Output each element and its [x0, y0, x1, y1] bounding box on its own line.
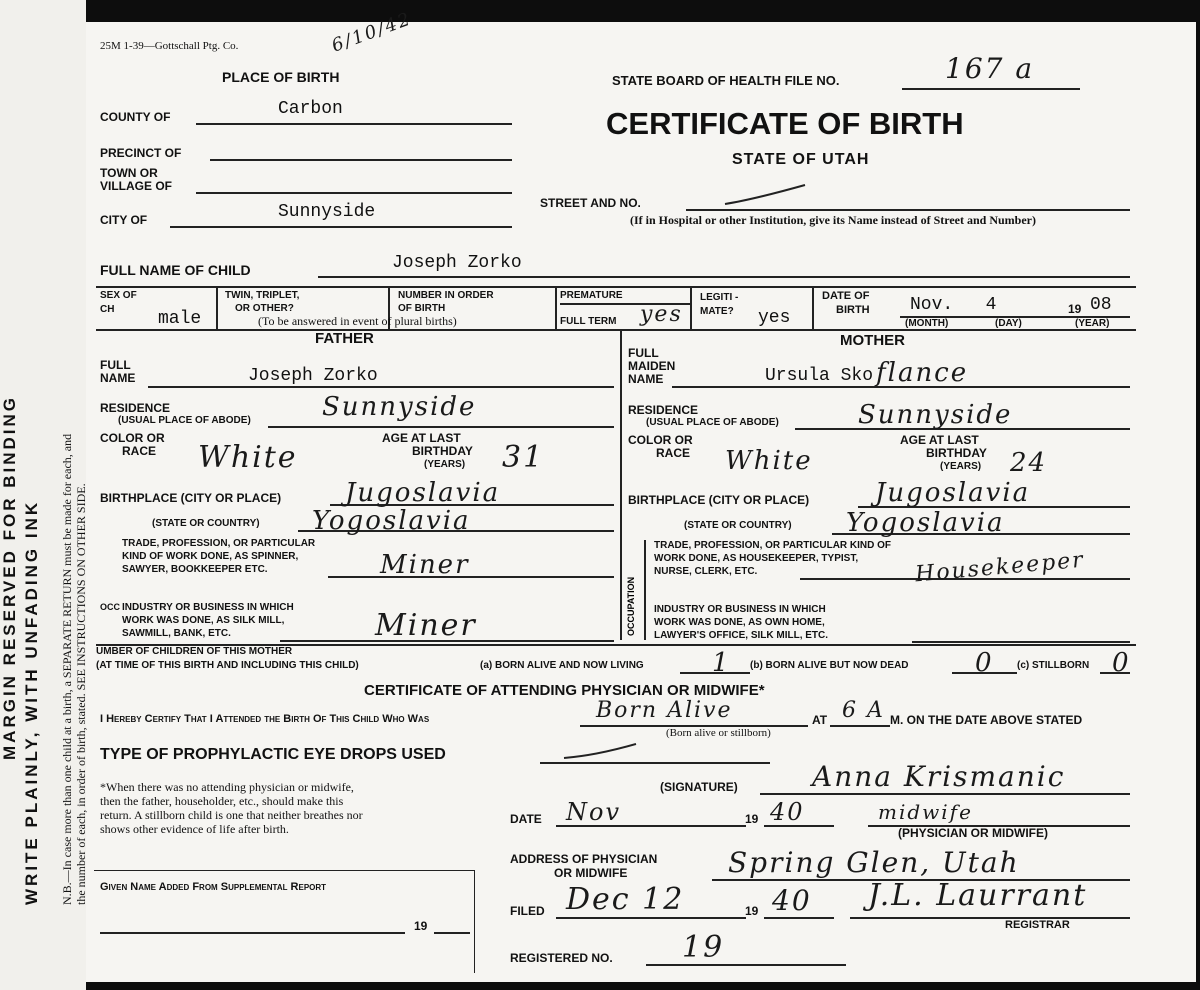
- mother-industry-label-3: LAWYER'S OFFICE, SILK MILL, ETC.: [654, 630, 829, 641]
- child-name-label: FULL NAME OF CHILD: [100, 262, 251, 278]
- street-note: (If in Hospital or other Institution, give its Name instead of Street and Number): [630, 213, 1036, 227]
- at-label: AT: [812, 713, 828, 727]
- birth-year: 08: [1090, 295, 1112, 315]
- children-label-2: (AT TIME OF THIS BIRTH AND INCLUDING THIS CHILD): [96, 660, 359, 671]
- county-label: COUNTY OF: [100, 110, 171, 124]
- plural-note: (To be answered in event of plural births): [258, 314, 457, 328]
- footnote-3: return. A stillborn child is one that neither breathes nor: [100, 808, 363, 822]
- children-dead-value: 0: [975, 648, 994, 678]
- margin-binding-notice: MARGIN RESERVED FOR BINDING: [0, 395, 19, 760]
- day-label: (DAY): [995, 318, 1022, 329]
- row-bottom-rule: [96, 329, 1136, 331]
- date-of-birth-label-1: DATE OF: [822, 290, 870, 302]
- date-of-birth-label-2: BIRTH: [836, 304, 870, 316]
- father-age-value: 31: [502, 440, 545, 475]
- mother-trade-value: Housekeeper: [914, 547, 1086, 588]
- mother-color-label-1: COLOR OR: [628, 433, 693, 447]
- mother-abode-label: (USUAL PLACE OF ABODE): [646, 417, 779, 428]
- city-label: CITY OF: [100, 213, 148, 227]
- filed-year-line: [764, 917, 834, 919]
- time-value: 6 A: [842, 698, 885, 723]
- margin-separate-notice-2: the number of each, in order of birth, stated. SEE INSTRUCTIONS ON OTHER SIDE.: [74, 483, 88, 905]
- address-value: Spring Glen, Utah: [728, 846, 1020, 879]
- father-industry-label-2: WORK WAS DONE, AS SILK MILL,: [122, 615, 285, 626]
- mother-birthplace-value: Jugoslavia: [875, 478, 1031, 508]
- supplemental-year-line: [434, 932, 470, 934]
- certificate-subtitle: STATE OF UTAH: [732, 151, 870, 168]
- father-color-value: White: [198, 440, 298, 475]
- year-prefix: 19: [745, 812, 759, 826]
- registered-value: 19: [682, 930, 725, 965]
- physician-heading: CERTIFICATE OF ATTENDING PHYSICIAN OR MIDWIFE*: [364, 682, 765, 699]
- father-name-value: Joseph Zorko: [248, 366, 378, 386]
- county-line: [196, 123, 512, 125]
- children-living-value: 1: [712, 648, 731, 678]
- time-suffix: M. ON THE DATE ABOVE STATED: [890, 713, 1083, 727]
- child-name-line: [318, 276, 1130, 278]
- father-industry-label-3: SAWMILL, BANK, ETC.: [122, 628, 231, 639]
- village-line: [196, 192, 512, 194]
- father-name-label-1: FULL: [100, 358, 131, 372]
- city-value: Sunnyside: [278, 202, 376, 222]
- filed-year: 40: [772, 884, 812, 917]
- town-label: TOWN OR: [100, 166, 158, 180]
- mother-color-label-2: RACE: [656, 446, 691, 460]
- mother-age-value: 24: [1010, 448, 1048, 478]
- address-label-1: ADDRESS OF PHYSICIAN: [510, 852, 658, 866]
- mother-residence-label: RESIDENCE: [628, 403, 699, 417]
- address-label-2: OR MIDWIFE: [554, 866, 628, 880]
- father-age-label-1: AGE AT LAST: [382, 431, 461, 445]
- eye-drops-dash-icon: [560, 742, 640, 768]
- divider: [690, 286, 692, 329]
- father-name-line: [148, 386, 614, 388]
- order-label-2: OF BIRTH: [398, 303, 446, 314]
- legitimate-value: yes: [758, 308, 791, 328]
- date-label: DATE: [510, 812, 542, 826]
- children-living-label: (a) BORN ALIVE AND NOW LIVING: [480, 660, 644, 671]
- filed-date: Dec 12: [566, 882, 685, 917]
- mother-occupation-label: OCCUPATION: [626, 576, 636, 636]
- margin-separate-notice-1: N.B.—In case more than one child at a birth, a SEPARATE RETURN must be made for each, and: [60, 433, 74, 905]
- precinct-line: [210, 159, 512, 161]
- registrar-line: [850, 917, 1130, 919]
- born-status-value: Born Alive: [596, 698, 733, 723]
- place-of-birth-heading: PLACE OF BIRTH: [222, 69, 340, 85]
- father-industry-value: Miner: [375, 608, 477, 643]
- twin-label-2: OR OTHER?: [235, 303, 294, 314]
- margin-write-notice: WRITE PLAINLY, WITH UNFADING INK: [22, 499, 41, 905]
- father-residence-value: Sunnyside: [322, 392, 477, 422]
- precinct-label: PRECINCT OF: [100, 146, 182, 160]
- filed-year-prefix: 19: [745, 904, 759, 918]
- father-occ-label: OCC: [100, 602, 120, 612]
- legitimate-label-2: MATE?: [700, 306, 734, 317]
- legitimate-label-1: LEGITI -: [700, 292, 739, 303]
- father-residence-label: RESIDENCE: [100, 401, 171, 415]
- time-line: [830, 725, 890, 727]
- mother-name-typed: Ursula Sko: [765, 366, 874, 386]
- premature-label: PREMATURE: [560, 290, 623, 301]
- year-value: 40: [770, 798, 805, 826]
- full-term-value: yes: [640, 302, 683, 327]
- mother-trade-label-2: WORK DONE, AS HOUSEKEEPER, TYPIST,: [654, 553, 859, 564]
- supplemental-line: [100, 932, 405, 934]
- signature-line: [760, 793, 1130, 795]
- mother-trade-label-3: NURSE, CLERK, ETC.: [654, 566, 758, 577]
- father-trade-label-1: TRADE, PROFESSION, OR PARTICULAR: [122, 538, 316, 549]
- father-trade-label-3: SAWYER, BOOKKEEPER ETC.: [122, 564, 268, 575]
- date-value: Nov: [566, 798, 622, 826]
- father-color-label-1: COLOR OR: [100, 431, 165, 445]
- city-line: [170, 226, 512, 228]
- year-label: (YEAR): [1075, 318, 1110, 329]
- street-label: STREET AND NO.: [540, 196, 641, 210]
- mother-residence-value: Sunnyside: [858, 400, 1013, 430]
- sex-value: male: [158, 309, 202, 329]
- registrar-signature: J.L. Laurrant: [868, 878, 1088, 913]
- father-industry-label-1: INDUSTRY OR BUSINESS IN WHICH: [122, 602, 294, 613]
- mother-name-label-1: FULL: [628, 346, 659, 360]
- full-term-label: FULL TERM: [560, 316, 617, 327]
- supplemental-label: Given Name Added From Supplemental Report: [100, 881, 327, 893]
- file-no-label: STATE BOARD OF HEALTH FILE NO.: [612, 73, 840, 88]
- children-stillborn-label: (c) STILLBORN: [1017, 660, 1090, 671]
- father-age-label-2: BIRTHDAY: [412, 444, 473, 458]
- mother-name-label-3: NAME: [628, 372, 664, 386]
- father-birthplace-label: BIRTHPLACE (CITY OR PLACE): [100, 491, 282, 505]
- signature-value: Anna Krismanic: [812, 760, 1066, 793]
- mother-country-value: Yogoslavia: [846, 508, 1005, 538]
- footnote-2: then the father, householder, etc., should make this: [100, 794, 344, 808]
- mother-age-label-3: (YEARS): [940, 461, 982, 472]
- village-label: VILLAGE OF: [100, 179, 172, 193]
- mother-color-value: White: [725, 446, 813, 476]
- mother-industry-label-2: WORK WAS DONE, AS OWN HOME,: [654, 617, 825, 628]
- mother-name-handwritten: flance: [876, 358, 969, 388]
- eye-drops-label: TYPE OF PROPHYLACTIC EYE DROPS USED: [100, 746, 446, 763]
- mother-age-label-2: BIRTHDAY: [926, 446, 987, 460]
- mother-trade-label-1: TRADE, PROFESSION, OR PARTICULAR KIND OF: [654, 540, 892, 551]
- file-no-line: [902, 88, 1080, 90]
- father-abode-label: (USUAL PLACE OF ABODE): [118, 415, 251, 426]
- role-value: midwife: [878, 800, 973, 824]
- child-name-value: Joseph Zorko: [392, 253, 522, 273]
- father-birthplace-value: Jugoslavia: [345, 478, 501, 508]
- birth-year-prefix: 19: [1068, 302, 1082, 316]
- divider: [555, 286, 557, 329]
- mother-name-label-2: MAIDEN: [628, 359, 676, 373]
- mother-industry-label-1: INDUSTRY OR BUSINESS IN WHICH: [654, 604, 826, 615]
- father-trade-line: [328, 576, 614, 578]
- father-country-value: Yogoslavia: [312, 506, 471, 536]
- born-status-note: (Born alive or stillborn): [666, 727, 771, 739]
- month-label: (MONTH): [905, 318, 949, 329]
- file-no-value: 167 a: [945, 52, 1035, 85]
- registered-label: REGISTERED NO.: [510, 951, 613, 965]
- parents-divider: [620, 330, 622, 640]
- twin-label-1: TWIN, TRIPLET,: [225, 290, 300, 301]
- supplemental-year: 19: [414, 919, 428, 933]
- father-state-label: (STATE OR COUNTRY): [152, 518, 260, 529]
- footnote-1: *When there was no attending physician or midwife,: [100, 780, 354, 794]
- occupation-divider: [644, 540, 646, 640]
- county-value: Carbon: [278, 99, 343, 119]
- order-label-1: NUMBER IN ORDER: [398, 290, 494, 301]
- footnote-4: shows other evidence of life after birth.: [100, 822, 289, 836]
- row-top-rule: [96, 286, 1136, 288]
- children-label-1: UMBER OF CHILDREN OF THIS MOTHER: [96, 646, 293, 657]
- signature-label: (SIGNATURE): [660, 780, 738, 794]
- registrar-label: REGISTRAR: [1005, 919, 1070, 931]
- mother-heading: MOTHER: [840, 332, 905, 349]
- printer-line: 25M 1-39—Gottschall Ptg. Co.: [100, 40, 239, 52]
- role-label: (PHYSICIAN OR MIDWIFE): [898, 826, 1048, 840]
- filed-label: FILED: [510, 904, 545, 918]
- street-checkmark-icon: [720, 180, 810, 210]
- certify-text: I Hereby Certify That I Attended the Birth Of This Child Who Was: [100, 713, 430, 725]
- father-name-label-2: NAME: [100, 371, 136, 385]
- divider: [812, 286, 814, 329]
- father-trade-label-2: KIND OF WORK DONE, AS SPINNER,: [122, 551, 299, 562]
- children-dead-label: (b) BORN ALIVE BUT NOW DEAD: [750, 660, 909, 671]
- sex-label-1: SEX OF: [100, 290, 137, 301]
- father-residence-line: [268, 426, 614, 428]
- mother-birthplace-label: BIRTHPLACE (CITY OR PLACE): [628, 493, 810, 507]
- mother-age-label-1: AGE AT LAST: [900, 433, 979, 447]
- registered-line: [646, 964, 846, 966]
- father-age-label-3: (YEARS): [424, 459, 466, 470]
- certificate-title: CERTIFICATE OF BIRTH: [606, 106, 964, 141]
- mother-industry-line: [912, 641, 1130, 643]
- divider: [216, 286, 218, 329]
- sex-label-2: CH: [100, 304, 115, 315]
- father-color-label-2: RACE: [122, 444, 157, 458]
- father-trade-value: Miner: [380, 550, 470, 580]
- children-stillborn-value: 0: [1112, 648, 1131, 678]
- mother-state-label: (STATE OR COUNTRY): [684, 520, 792, 531]
- birth-month-day: Nov. 4: [910, 295, 997, 315]
- father-heading: FATHER: [315, 330, 374, 347]
- date-stamp: 6/10/42: [328, 8, 415, 57]
- filed-line: [556, 917, 746, 919]
